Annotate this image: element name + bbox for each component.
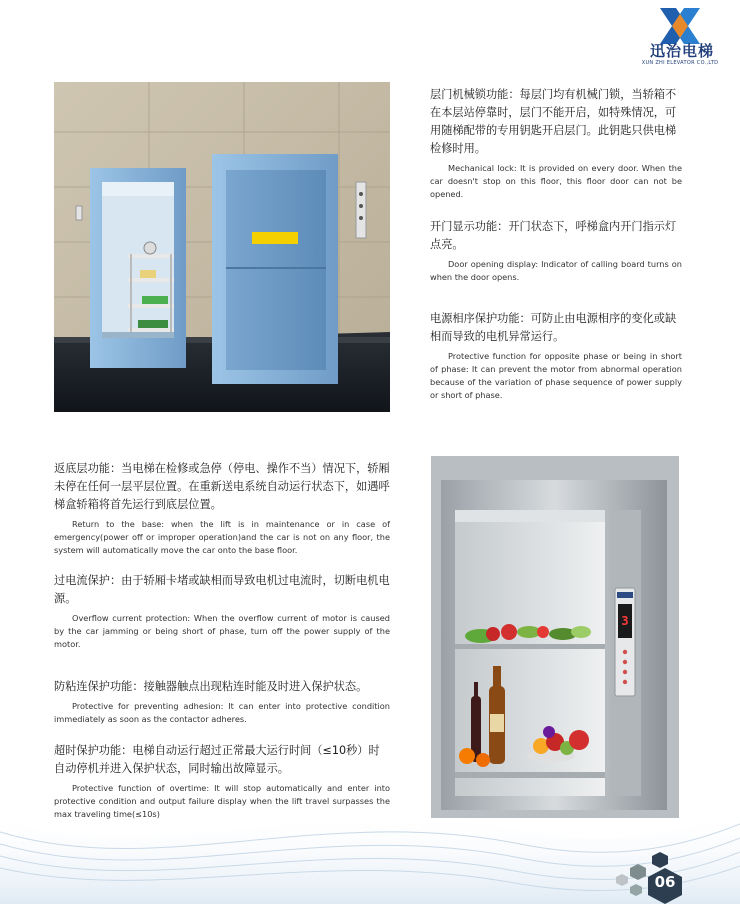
floor-display-digit: 3 (621, 614, 629, 628)
brand-name: 迅治电梯 (649, 42, 714, 60)
section-zh: 开门显示功能：开门状态下，呼梯盒内开门指示灯点亮。 (430, 220, 677, 251)
section-en: Return to the base: when the lift is in maintenance or in case of emergency(power off or improper operation)and the car is not on any floor, the system will automatically move the car onto the base floor. (54, 519, 390, 555)
section-zh: 电源相序保护功能：可防止由电源相序的变化或缺相而导致的电机异常运行。 (430, 312, 677, 343)
section-door-display (430, 218, 682, 284)
section-en: Mechanical lock: It is provided on every door. When the car doesn't stop on this floor, this floor door can not be opened. (430, 163, 682, 199)
page-number: 06 (654, 873, 676, 891)
section-return-base (54, 460, 390, 557)
section-en: Overflow current protection: When the overflow current of motor is caused by the car jamming or being short of phase, turn off the power supply of the motor. (54, 613, 390, 649)
brand-logo (630, 6, 730, 68)
brand-name-en: XUN ZHI ELEVATOR CO.,LTD (641, 60, 719, 66)
section-zh: 层门机械锁功能：每层门均有机械门锁，当轿箱不在本层站停靠时，层门不能开启，如特殊情况，可用随梯配带的专用钥匙开启层门。此钥匙只供电梯检修时用。 (430, 88, 677, 155)
section-zh: 过电流保护：由于轿厢卡堵或缺相而导致电机过电流时，切断电机电源。 (54, 574, 390, 605)
section-overflow-current (54, 572, 390, 651)
dumbwaiter-lobby-photo (54, 82, 390, 412)
section-zh: 防粘连保护功能：接触器触点出现粘连时能及时进入保护状态。 (54, 680, 368, 693)
section-zh: 返底层功能：当电梯在检修或急停（停电、操作不当）情况下，轿厢未停在任何一层平层位置。在重新送电系统自动运行状态下，如遇呼梯盒轿箱将首先运行到底层位置。 (54, 462, 390, 511)
section-phase-protection (430, 310, 682, 402)
section-en: Protective for preventing adhesion: It can enter into protective condition immediately as soon as the contactor adheres. (54, 701, 390, 724)
section-mechanical-lock (430, 86, 682, 201)
section-en: Protective function of overtime: It will stop automatically and enter into protective condition and output failure display when the lift travel surpasses the max traveling time(≤10s) (54, 783, 390, 819)
section-anti-adhesion (54, 678, 390, 726)
section-en: Door opening display: Indicator of calling board turns on when the door opens. (430, 259, 682, 282)
section-zh: 超时保护功能：电梯自动运行超过正常最大运行时间（≤10秒）时自动停机并进入保护状态，同时输出故障显示。 (54, 744, 380, 775)
section-en: Protective function for opposite phase or being in short of phase: It can prevent the motor from abnormal operation because of the variation of phase sequence of power supply or short of phase. (430, 351, 682, 400)
